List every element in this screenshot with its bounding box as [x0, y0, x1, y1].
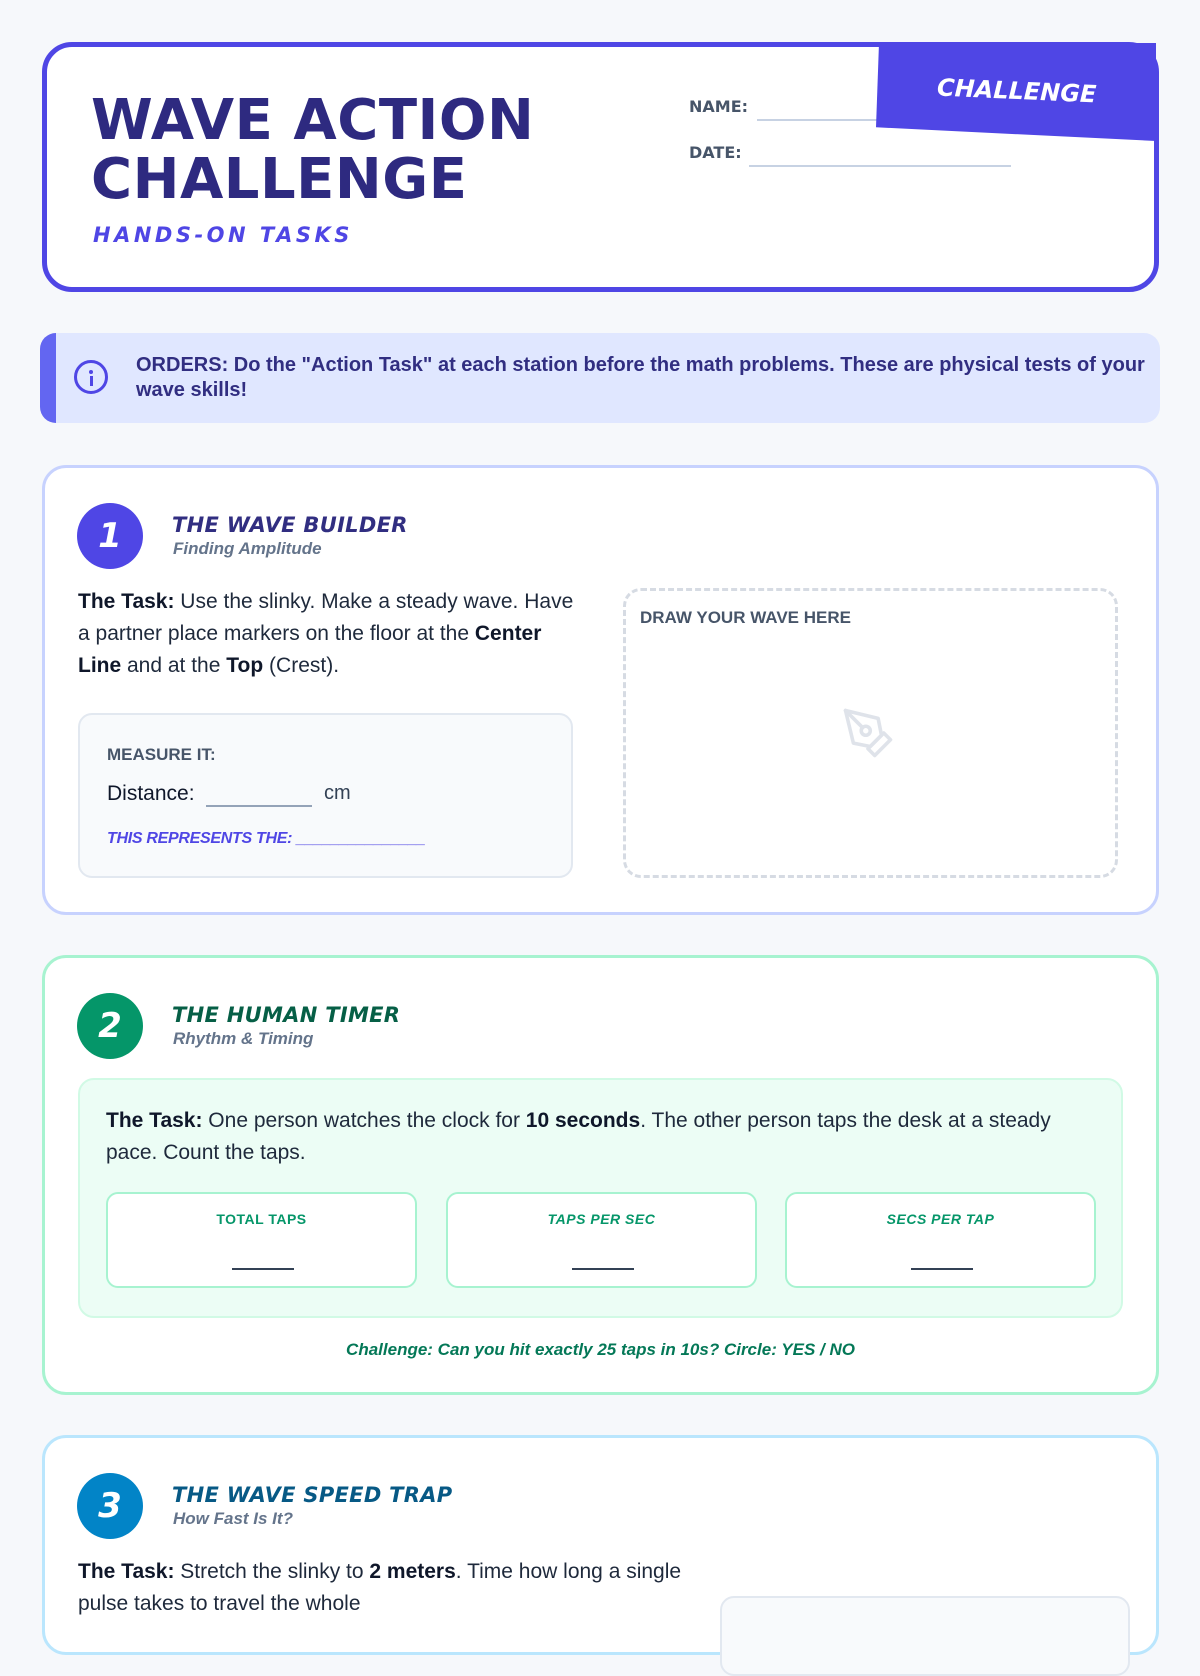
task-description	[106, 1105, 1106, 1169]
orders-banner	[40, 333, 1160, 423]
distance-label: Distance:	[107, 782, 195, 805]
info-icon	[74, 360, 108, 394]
timer-box	[78, 1078, 1123, 1318]
date-field[interactable]	[749, 165, 1011, 167]
secs-per-tap-box	[785, 1192, 1096, 1288]
page-title	[91, 88, 651, 212]
task-number-badge: 1	[77, 503, 143, 569]
page-subtitle: HANDS-ON TASKS	[93, 223, 353, 247]
task-description	[78, 586, 588, 682]
task-subtitle: Finding Amplitude	[173, 539, 322, 558]
task-text: Stretch the slinky to	[174, 1560, 370, 1583]
task-text: One person watches the clock for	[202, 1109, 526, 1132]
task-label: The Task:	[78, 590, 175, 613]
title-line-1: WAVE ACTION	[91, 88, 535, 153]
task-subtitle: Rhythm & Timing	[173, 1029, 314, 1048]
challenge-note: Challenge: Can you hit exactly 25 taps in 10s? Circle: YES / NO	[346, 1340, 855, 1359]
secs-per-tap-label: SECS PER TAP	[886, 1211, 995, 1227]
task-text: . Time how long a single pulse takes to travel the whole	[78, 1560, 682, 1615]
drawing-label: DRAW YOUR WAVE HERE	[640, 608, 851, 627]
total-taps-field[interactable]	[232, 1268, 294, 1270]
total-taps-label: TOTAL TAPS	[216, 1211, 307, 1227]
task-label: The Task:	[106, 1109, 203, 1132]
total-taps-box	[106, 1192, 417, 1288]
taps-per-sec-box	[446, 1192, 757, 1288]
task-text: . The other person taps the desk at a steady pace. Count the taps.	[106, 1109, 1051, 1164]
distance-field[interactable]	[206, 805, 312, 807]
task-label: The Task:	[78, 1560, 175, 1583]
represents-prompt: THIS REPRESENTS THE: _______________	[107, 830, 426, 847]
task-emphasis: Top	[226, 654, 264, 677]
taps-per-sec-label: TAPS PER SEC	[547, 1211, 656, 1227]
orders-text: ORDERS: Do the "Action Task" at each station before the math problems. These are physical tests of your wave skills!	[136, 354, 1145, 401]
task-emphasis: 2 meters	[369, 1560, 456, 1583]
task-emphasis: 10 seconds	[525, 1109, 641, 1132]
task-emphasis: Center Line	[78, 622, 542, 677]
worksheet-header	[42, 42, 1159, 292]
taps-per-sec-field[interactable]	[572, 1268, 634, 1270]
task-card-3	[42, 1435, 1159, 1655]
task-title: THE WAVE BUILDER	[172, 513, 408, 537]
title-line-2: CHALLENGE	[91, 147, 468, 212]
task-number-badge: 2	[77, 993, 143, 1059]
date-label: DATE:	[689, 143, 742, 162]
pen-icon	[841, 706, 895, 760]
task-title: THE WAVE SPEED TRAP	[172, 1483, 453, 1507]
task-text: and at the	[121, 654, 227, 677]
name-label: NAME:	[689, 97, 749, 116]
task-card-2	[42, 955, 1159, 1395]
measure-label: MEASURE IT:	[107, 745, 216, 764]
distance-unit: cm	[324, 782, 351, 804]
measure-box	[78, 713, 573, 878]
secs-per-tap-field[interactable]	[911, 1268, 973, 1270]
task-number-badge: 3	[77, 1473, 143, 1539]
task-subtitle: How Fast Is It?	[173, 1509, 293, 1528]
drawing-area[interactable]	[623, 588, 1118, 878]
task-text: (Crest).	[263, 654, 340, 677]
ribbon-label: CHALLENGE	[936, 73, 1097, 109]
task-title: THE HUMAN TIMER	[172, 1003, 401, 1027]
task-card-1	[42, 465, 1159, 915]
task-description	[78, 1556, 688, 1620]
answer-box	[720, 1596, 1130, 1676]
task-text: Use the slinky. Make a steady wave. Have a partner place markers on the floor at the	[78, 590, 574, 645]
